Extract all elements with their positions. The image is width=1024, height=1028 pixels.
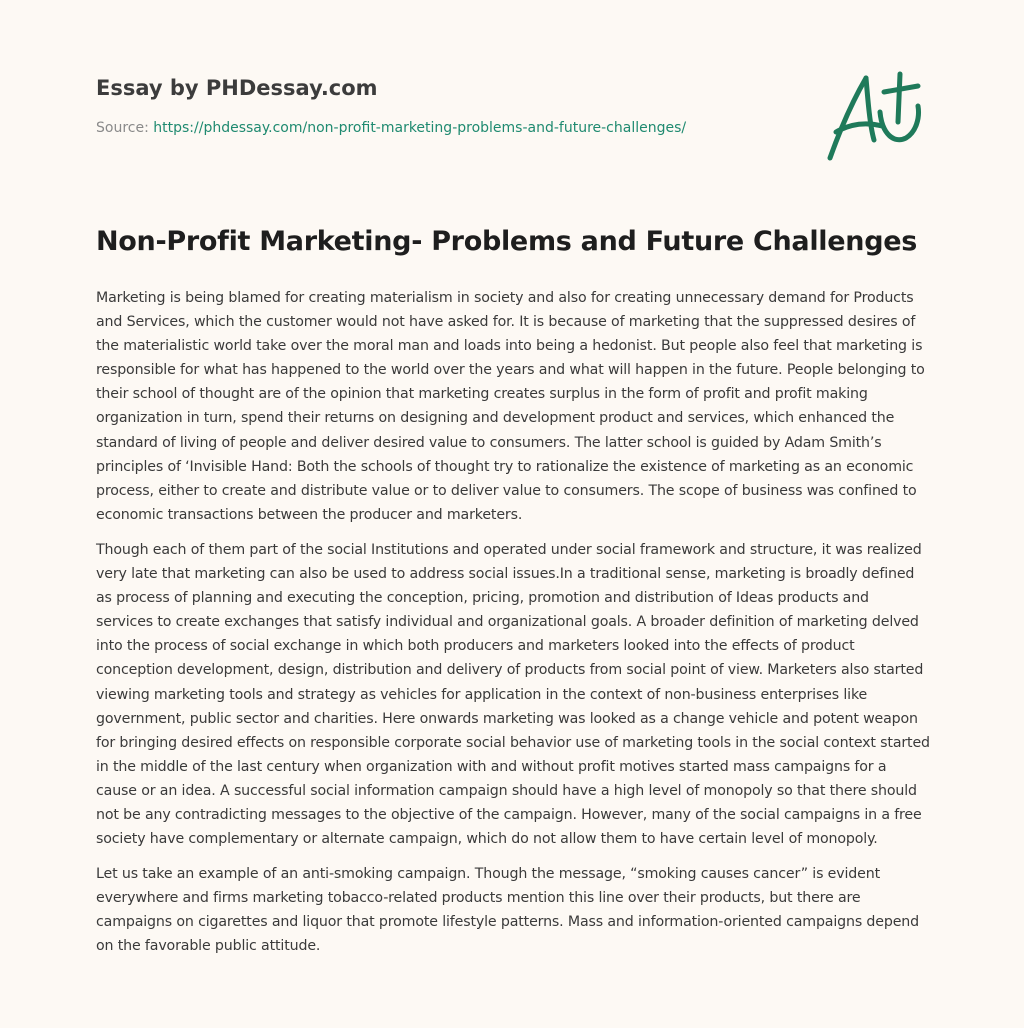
a-plus-grade-icon (822, 68, 930, 164)
source-label: Source: (96, 120, 154, 136)
source-line (96, 120, 796, 136)
paragraph-3: Let us take an example of an anti-smoking campaign. Though the message, “smoking causes cancer” is evident everywhere and firms marketing tobacco-related products mention this line over their products, but there are campaigns on cigarettes and liquor that promote lifestyle patterns. Mass and information-oriented campaigns depend on the favorable public attitude. (96, 866, 919, 955)
source-link[interactable]: https://phdessay.com/non-profit-marketing-problems-and-future-challenges/ (153, 120, 687, 136)
site-title: Essay by PHDessay.com (96, 76, 378, 100)
paragraph-1: Marketing is being blamed for creating materialism in society and also for creating unnecessary demand for Products and Services, which the customer would not have asked for. It is because of marketing that the suppressed desires of the materialistic world take over the moral man and loads into being a hedonist. But people also feel that marketing is responsible for what has happened to the world over the years and what will happen in the future. People belonging to their school of thought are of the opinion that marketing creates surplus in the form of profit and profit making organization in turn, spend their returns on designing and development product and services, which enhanced the standard of living of people and deliver desired value to consumers. The latter school is guided by Adam Smith’s principles of ‘Invisible Hand: Both the schools of thought try to rationalize the existence of marketing as an economic process, either to create and distribute value or to deliver value to consumers. The scope of business was confined to economic transactions between the producer and marketers. (96, 290, 925, 523)
document-body (96, 286, 930, 970)
page-header (96, 76, 796, 136)
paragraph-2: Though each of them part of the social Institutions and operated under social framework and structure, it was realized very late that marketing can also be used to address social issues.In a traditional sense, marketing is broadly defined as process of planning and executing the conception, pricing, promotion and distribution of Ideas products and services to create exchanges that satisfy individual and organizational goals. A broader definition of marketing delved into the process of social exchange in which both producers and marketers looked into the effects of product conception development, design, distribution and delivery of products from social point of view. Marketers also started viewing marketing tools and strategy as vehicles for application in the context of non-business enterprises like government, public sector and charities. Here onwards marketing was looked as a change vehicle and potent weapon for bringing desired effects on responsible corporate social behavior use of marketing tools in the social context started in the middle of the last century when organization with and without profit motives started mass campaigns for a cause or an idea. A successful social information campaign should have a high level of monopoly so that there should not be any contradicting messages to the objective of the campaign. However, many of the social campaigns in a free society have complementary or alternate campaign, which do not allow them to have certain level of monopoly. (96, 541, 930, 848)
document-title: Non-Profit Marketing- Problems and Future Challenges (96, 226, 918, 257)
